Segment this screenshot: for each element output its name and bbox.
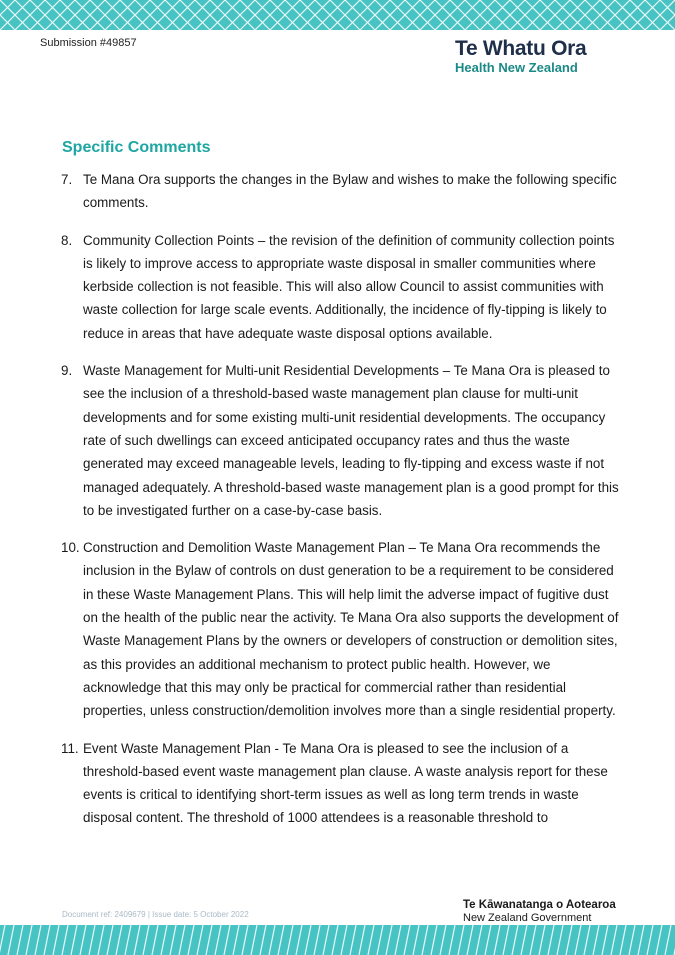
list-item <box>0 536 675 722</box>
government-name-english: New Zealand Government <box>463 912 592 924</box>
submission-number: Submission #49857 <box>40 37 137 49</box>
section-heading: Specific Comments <box>62 139 211 156</box>
comment-list <box>0 168 675 844</box>
item-number: 10. <box>61 540 80 556</box>
item-number: 9. <box>61 363 73 379</box>
government-name-maori: Te Kāwanatanga o Aotearoa <box>463 899 616 911</box>
brand-name: Te Whatu Ora <box>455 37 587 60</box>
item-number: 11. <box>61 740 79 756</box>
list-item <box>0 168 675 215</box>
list-item <box>0 359 675 522</box>
item-text: Community Collection Points – the revision of the definition of community collection points is likely to improve access to appropriate waste disposal in smaller communities where kerbside collection is not feasible. This will also allow Council to assist communities with waste collection for large scale events. Additionally, the incidence of fly-tipping is likely to reduce in areas that have adequate waste disposal options available. <box>83 232 615 341</box>
item-text: Te Mana Ora supports the changes in the Bylaw and wishes to make the following specific comments. <box>83 172 617 211</box>
list-item <box>0 229 675 345</box>
top-pattern-svg <box>0 0 675 30</box>
footer-pattern-band <box>0 925 675 955</box>
item-text: Waste Management for Multi-unit Residential Developments – Te Mana Ora is pleased to see the inclusion of a threshold-based waste management plan clause for multi-unit developments and for some existing multi-unit residential developments. The occupancy rate of such dwellings can exceed anticipated occupancy rates and thus the waste generated may exceed manageable levels, leading to fly-tipping and excess waste if not managed adequately. A threshold-based waste management plan is a good prompt for this to be investigated further on a case-by-case basis. <box>83 363 619 518</box>
item-text: Event Waste Management Plan - Te Mana Ora is pleased to see the inclusion of a threshold-based event waste management plan clause. A waste analysis report for these events is critical to identifying short-term issues as well as long term trends in waste disposal content. The threshold of 1000 attendees is a reasonable threshold to <box>83 740 608 826</box>
brand-subtitle: Health New Zealand <box>455 60 578 75</box>
header-pattern-band <box>0 0 675 30</box>
bottom-pattern-svg <box>0 925 675 955</box>
brand-logo <box>455 38 655 75</box>
item-number: 8. <box>61 232 73 248</box>
list-item <box>0 737 675 830</box>
item-number: 7. <box>61 172 73 187</box>
item-text: Construction and Demolition Waste Management Plan – Te Mana Ora recommends the inclusion in the Bylaw of controls on dust generation to be a requirement to be considered in these Waste Management Plans. This will help limit the adverse impact of fugitive dust on the health of the public near the activity. Te Mana Ora also supports the development of Waste Management Plans by the owners or developers of construction or demolition sites, as this provides an additional mechanism to protect public health. However, we acknowledge that this may only be practical for commercial rather than residential properties, unless construction/demolition involves more than a single residential property. <box>83 540 619 719</box>
document-reference: Document ref: 2409679 | Issue date: 5 October 2022 <box>62 910 249 919</box>
government-logo <box>463 899 658 925</box>
